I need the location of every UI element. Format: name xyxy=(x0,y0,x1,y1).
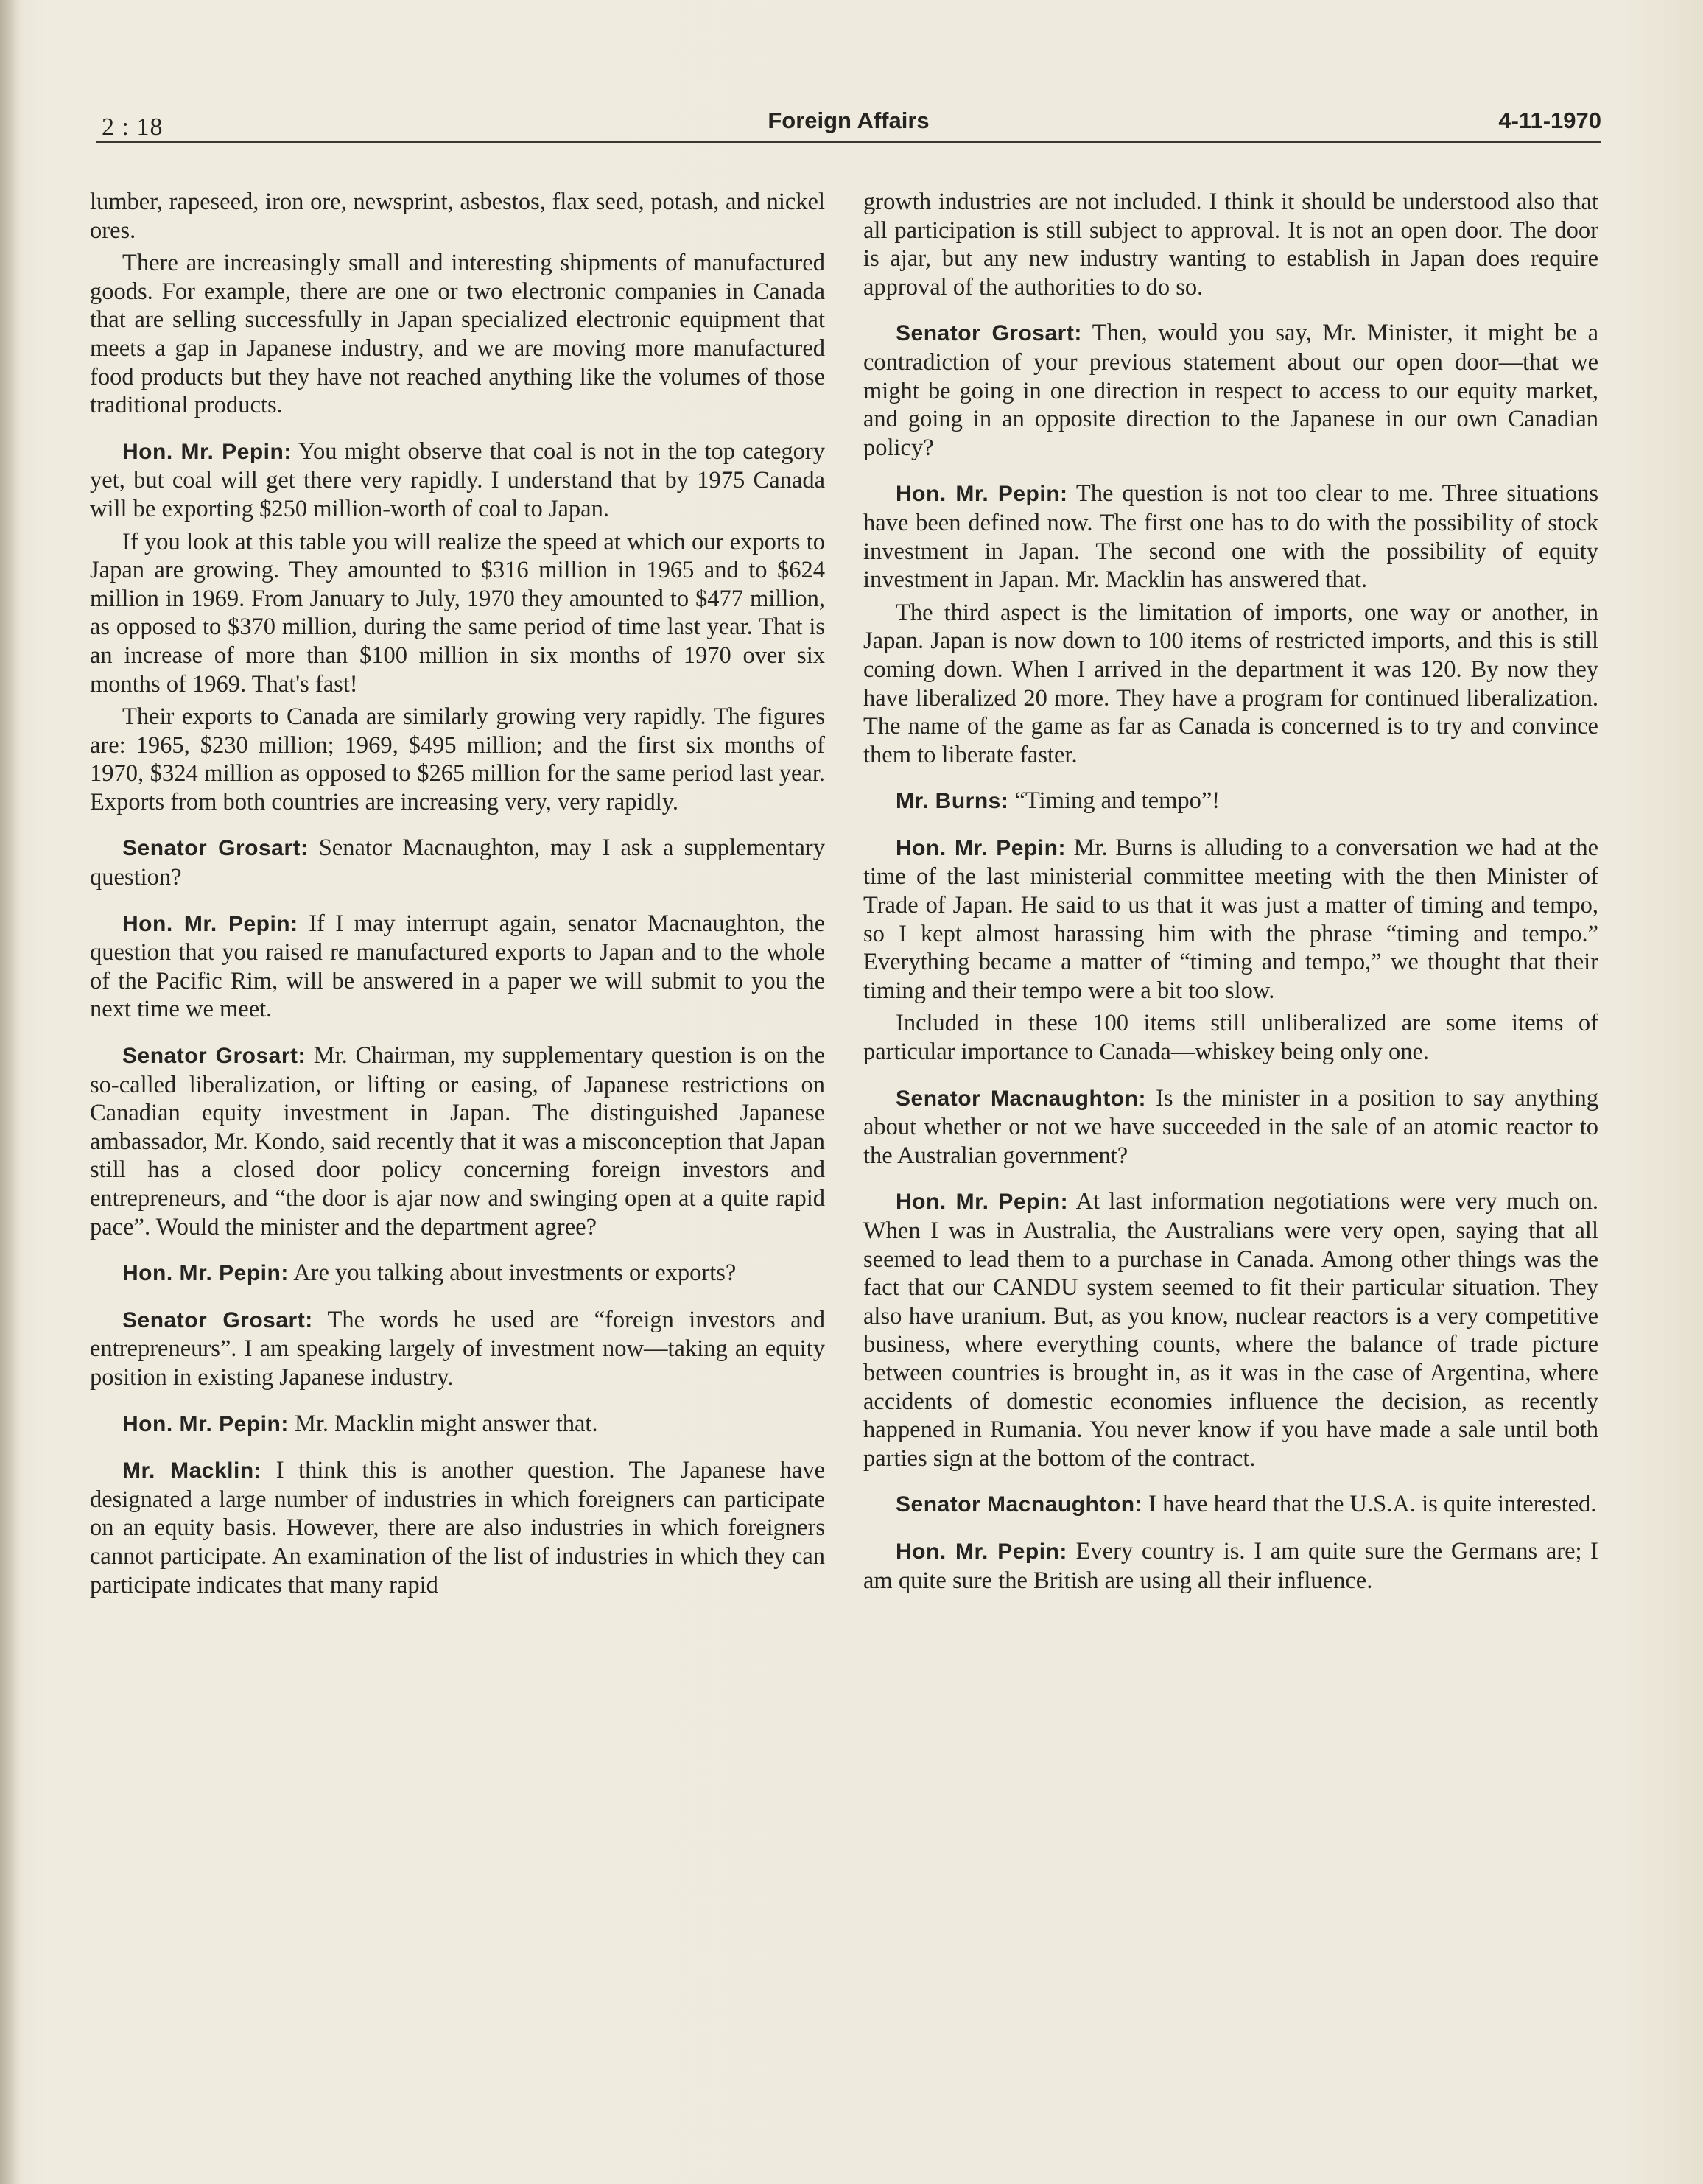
speech-paragraph xyxy=(863,1084,1598,1170)
page-edge-shadow xyxy=(0,0,22,2184)
speech-paragraph xyxy=(863,480,1598,594)
paragraph-text: The third aspect is the limitation of imports, one way or another, in Japan. Japan is now down to 100 items of restricted imports, and this is still coming down. When I arrived in the department it was 120. By now they have liberalized 20 more. They have a program for continued liberalization. The name of the game as far as Canada is concerned is to try and convince them to liberate faster. xyxy=(863,599,1598,768)
paragraph-text: If I may interrupt again, senator Macnaughton, the question that you raised re manufactured exports to Japan and to the whole of the Pacific Rim, will be answered in a paper we will submit to you the next time we meet. xyxy=(90,910,826,1023)
speech-paragraph xyxy=(90,1306,825,1392)
speech-paragraph xyxy=(863,1537,1598,1595)
paragraph-text: Then, would you say, Mr. Minister, it might be a contradiction of your previous statement about our open door—that we might be going in one direction in respect to access to our equity market, and going in an opposite direction to the Japanese in our own Canadian policy? xyxy=(863,320,1599,461)
speaker-name: Senator Macnaughton: xyxy=(896,1492,1143,1517)
paragraph-text: Mr. Burns is alluding to a conversation we had at the time of the last ministerial committee meeting with the then Minister of Trade of Japan. He said to us that it was just a matter of timing and tempo, so I kept almost harassing him with the phrase “timing and tempo.” Everything became a matter of “timing and tempo,” we thought that their timing and their tempo were a bit too slow. xyxy=(863,834,1598,1004)
speaker-name: Senator Grosart: xyxy=(122,836,309,861)
speech-paragraph xyxy=(863,1490,1598,1520)
paragraph-text: Every country is. I am quite sure the Germans are; I am quite sure the British are using all their influence. xyxy=(863,1537,1598,1594)
section-title: Foreign Affairs xyxy=(768,108,930,133)
speech-paragraph xyxy=(90,1410,825,1439)
paragraph-text: Senator Macnaughton, may I ask a supplementary question? xyxy=(90,835,826,891)
speech-paragraph xyxy=(90,1259,825,1288)
paragraph xyxy=(90,249,825,420)
speaker-name: Hon. Mr. Pepin: xyxy=(896,1539,1067,1564)
paragraph-text: “Timing and tempo”! xyxy=(1014,787,1221,815)
speaker-name: Hon. Mr. Pepin: xyxy=(122,1261,289,1286)
paragraph-text: growth industries are not included. I think it should be understood also that all participation is still subject to approval. It is not an open door. The door is ajar, but any new industry wanting to establish in Japan does require approval of the authorities to do so. xyxy=(863,189,1598,301)
header-rule xyxy=(96,141,1601,143)
paragraph-text: Mr. Macklin might answer that. xyxy=(294,1410,598,1437)
paragraph-text: If you look at this table you will realize the speed at which our exports to Japan are growing. They amounted to $316 million in 1965 and to $624 million in 1969. From January to July, 1970 they amounted to $477 million, as opposed to $370 million, during the same period of time last year. That is an increase of more than $100 million in six months of 1970 over six months of 1969. That's fast! xyxy=(90,528,825,698)
paragraph-text: Included in these 100 items still unliberalized are some items of particular importance to Canada—whiskey being only one. xyxy=(863,1010,1598,1066)
speech-paragraph xyxy=(863,787,1598,816)
paragraph-text: Are you talking about investments or exports? xyxy=(293,1260,737,1287)
paragraph-text: lumber, rapeseed, iron ore, newsprint, asbestos, flax seed, potash, and nickel ores. xyxy=(90,189,825,244)
paragraph-text: At last information negotiations were very much on. When I was in Australia, the Australians were very open, saying that all seemed to lead them to a purchase in Canada. Among other things was the fact that our CANDU system seemed to fit their particular situation. They also have uranium. But, as you know, nuclear reactors is a very competitive business, where everything counts, where the balance of trade picture between countries is brought in, as it was in the case of Argentina, where accidents of domestic economies influence the decision, as recently happened in Rumania. You never know if you have made a sale until both parties sign at the bottom of the contract. xyxy=(863,1188,1598,1472)
paragraph-text: The words he used are “foreign investors and entrepreneurs”. I am speaking largely of investment now—taking an equity position in existing Japanese industry. xyxy=(90,1306,825,1391)
speech-paragraph xyxy=(90,438,825,524)
paragraph-text: I think this is another question. The Japanese have designated a large number of industries in which foreigners can participate on an equity basis. However, there are also industries in which foreigners cannot participate. An examination of the list of industries in which they can participate indicates that many rapid xyxy=(90,1457,826,1598)
right-column xyxy=(863,188,1598,1595)
speaker-name: Hon. Mr. Pepin: xyxy=(122,911,298,936)
speech-paragraph xyxy=(90,910,825,1024)
paragraph xyxy=(90,528,825,699)
paragraph-text: Mr. Chairman, my supplementary question is on the so-called liberalization, or lifting or easing, of Japanese restrictions on Canadian equity investment in Japan. The distinguished Japanese ambassador, Mr. Kondo, said recently that it was a misconception that Japan still has a closed door policy concerning foreign investors and entrepreneurs, and “the door is ajar now and swinging open at a quite rapid pace”. Would the minister and the department agree? xyxy=(90,1042,826,1240)
speaker-name: Senator Grosart: xyxy=(896,321,1082,346)
speaker-name: Mr. Macklin: xyxy=(122,1458,262,1483)
speech-paragraph xyxy=(90,1456,825,1599)
paragraph-text: Is the minister in a position to say anything about whether or not we have succeeded in the sale of an atomic reactor to the Australian government? xyxy=(863,1084,1599,1169)
paragraph-text: You might observe that coal is not in the top category yet, but coal will get there very rapidly. I understand that by 1975 Canada will be exporting $250 million-worth of coal to Japan. xyxy=(90,438,826,522)
speaker-name: Senator Macnaughton: xyxy=(896,1086,1146,1111)
speaker-name: Senator Grosart: xyxy=(122,1044,306,1069)
speech-paragraph xyxy=(863,1187,1598,1472)
speaker-name: Hon. Mr. Pepin: xyxy=(896,482,1068,507)
paragraph xyxy=(90,703,825,816)
speaker-name: Mr. Burns: xyxy=(896,789,1009,814)
paragraph-text: The question is not too clear to me. Three situations have been defined now. The first one has to do with the possibility of stock investment in Japan. The second one with the possibility of equity investment in Japan. Mr. Macklin has answered that. xyxy=(863,480,1598,594)
paragraph-text: There are increasingly small and interesting shipments of manufactured goods. For example, there are one or two electronic companies in Canada that are selling successfully in Japan specialized electronic equipment that meets a gap in Japanese industry, and we are moving more manufactured food products but they have not reached anything like the volumes of those traditional products. xyxy=(90,250,825,419)
speaker-name: Hon. Mr. Pepin: xyxy=(896,835,1066,860)
speech-paragraph xyxy=(90,834,825,891)
paragraph-text: I have heard that the U.S.A. is quite interested. xyxy=(1148,1491,1597,1518)
speech-paragraph xyxy=(90,1042,825,1241)
speech-paragraph xyxy=(863,319,1598,462)
paragraph xyxy=(863,188,1598,301)
speaker-name: Hon. Mr. Pepin: xyxy=(122,439,292,464)
speaker-name: Hon. Mr. Pepin: xyxy=(122,1411,289,1436)
header-date: 4-11-1970 xyxy=(1498,108,1601,133)
paragraph xyxy=(90,188,825,245)
page-number: 2 : 18 xyxy=(102,113,164,141)
paragraph-text: Their exports to Canada are similarly growing very rapidly. The figures are: 1965, $230 million; 1969, $495 million; and the first six months of 1970, $324 million as opposed to $265 million for the same period last year. Exports from both countries are increasing very, very rapidly. xyxy=(90,703,825,815)
speech-paragraph xyxy=(863,834,1598,1005)
paragraph xyxy=(863,599,1598,770)
left-column xyxy=(90,188,825,1599)
running-header xyxy=(94,103,1603,141)
speaker-name: Hon. Mr. Pepin: xyxy=(896,1190,1069,1215)
speaker-name: Senator Grosart: xyxy=(122,1307,313,1332)
paragraph xyxy=(863,1009,1598,1066)
